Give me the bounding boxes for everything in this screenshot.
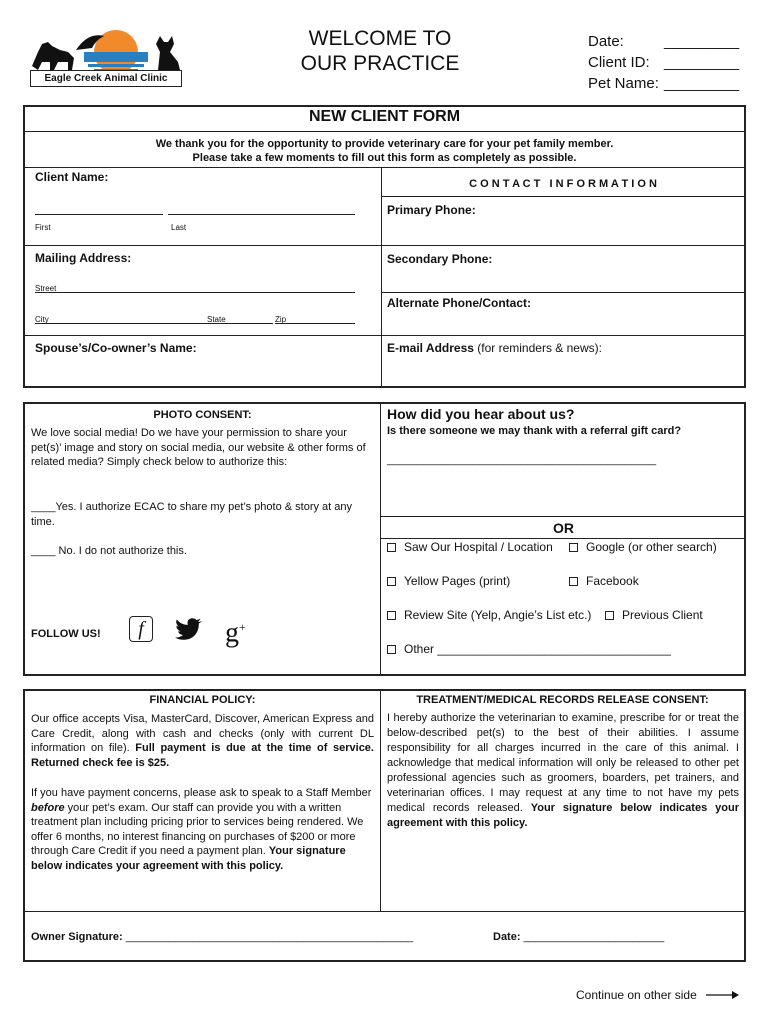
release-consent-title: TREATMENT/MEDICAL RECORDS RELEASE CONSENT: [416,694,709,706]
continue-other-side: Continue on other side [576,988,740,1003]
state-label: State [207,315,226,324]
hear-about-title: How did you hear about us? [387,406,575,422]
or-label: OR [553,520,574,536]
checkbox-icon[interactable] [569,543,578,552]
first-label: First [35,223,51,232]
option-google[interactable]: Google (or other search) [569,540,717,554]
new-client-form [23,105,746,388]
secondary-phone-label: Secondary Phone: [387,252,493,266]
financial-policy-title: FINANCIAL POLICY: [149,694,256,706]
photo-consent-title: PHOTO CONSENT: [153,409,252,421]
first-name-input[interactable] [35,214,163,215]
twitter-icon[interactable] [175,618,203,640]
option-yellow-pages[interactable]: Yellow Pages (print) [387,574,510,588]
option-saw-hospital[interactable]: Saw Our Hospital / Location [387,540,553,554]
checkbox-icon[interactable] [569,577,578,586]
street-label: Street [35,284,57,293]
spouse-input[interactable] [35,359,365,381]
signature-date-field[interactable]: Date: _______________________ [493,931,665,943]
clinic-name: Eagle Creek Animal Clinic [30,70,182,87]
checkbox-icon[interactable] [387,645,396,654]
google-plus-icon[interactable]: g+ [225,617,246,649]
referral-answer-input[interactable]: ____________________________________________ [387,454,657,466]
photo-consent-body: We love social media! Do we have your permission to share your pet(s)’ image and story on social media, our website & other forms of related media? Simply check below to authorize this: [31,427,366,468]
contact-info-header: C O N T A C T I N F O R M A T I O N [469,178,657,190]
alternate-phone-input[interactable] [387,312,732,332]
spouse-label: Spouse’s/Co-owner’s Name: [35,341,197,355]
photo-consent-yes[interactable]: ____Yes. I authorize ECAC to share my pet’s photo & story at any time. [31,501,353,528]
primary-phone-label: Primary Phone: [387,203,476,217]
pet-name-field[interactable]: Pet Name: _________ [588,75,740,92]
follow-us-label: FOLLOW US! [31,628,101,640]
option-review-site[interactable]: Review Site (Yelp, Angie’s List etc.) [387,608,591,622]
zip-input[interactable] [275,323,355,324]
street-input[interactable] [35,292,355,293]
checkbox-icon[interactable] [605,611,614,620]
mailing-address-label: Mailing Address: [35,251,132,265]
checkbox-icon[interactable] [387,577,396,586]
client-name-label: Client Name: [35,170,109,184]
arrow-right-icon [706,989,740,1003]
date-field[interactable]: Date: _________ [588,33,740,50]
referral-question: Is there someone we may thank with a referral gift card? [387,425,682,437]
form-intro-2: Please take a few moments to fill out this form as completely as possible. [192,152,577,164]
welcome-line-1: WELCOME TO [308,27,452,50]
welcome-line-2: OUR PRACTICE [300,52,460,75]
email-label: E-mail Address (for reminders & news): [387,341,602,355]
client-id-field[interactable]: Client ID: _________ [588,54,740,71]
release-consent-body: I hereby authorize the veterinarian to examine, prescribe for or treat the below-described pet(s) to the best of their abilities. I assume responsibility for all charges incurred in the care of this animal. I acknowledge that medical information will only be released to other pet professional agencies such as groomers, boarders, pet trainers, and veterinarian offices. I may request at any time to not have my pets medical records released. Your signature below indicates your agreement with this policy. [387,712,739,829]
photo-consent-no[interactable]: ____ No. I do not authorize this. [31,545,187,557]
header-fields [588,31,739,94]
last-name-input[interactable] [168,214,355,215]
last-label: Last [171,223,187,232]
city-input[interactable] [35,323,207,324]
policy-and-signature [23,689,746,962]
form-title: NEW CLIENT FORM [308,108,461,125]
checkbox-icon[interactable] [387,611,396,620]
alternate-phone-label: Alternate Phone/Contact: [387,296,532,310]
financial-policy-p1: Our office accepts Visa, MasterCard, Discover, American Express and Care Credit, along with cash and checks (only with current DL information on file). Full payment is due at the time of service. Returned check fee is $25. [31,713,374,769]
email-input[interactable] [387,359,732,381]
welcome-title [280,26,480,76]
zip-label: Zip [275,315,287,324]
form-intro-1: We thank you for the opportunity to provide veterinary care for your pet family member. [155,138,614,150]
secondary-phone-input[interactable] [387,269,732,289]
owner-signature-field[interactable]: Owner Signature: _______________________________________________ [31,931,414,943]
checkbox-icon[interactable] [387,543,396,552]
option-other[interactable]: Other ___________________________________ [387,642,671,656]
consent-and-referral [23,402,746,676]
state-input[interactable] [207,323,273,324]
clinic-logo [28,22,188,88]
option-facebook[interactable]: Facebook [569,574,639,588]
primary-phone-input[interactable] [387,219,732,241]
option-previous-client[interactable]: Previous Client [605,608,703,622]
financial-policy-p2: If you have payment concerns, please ask to speak to a Staff Member before your pet’s exam. Our staff can provide you with a written treatment plan including pricing prior to services being rendered. We offer 6 months, no interest financing on purchases of $200 or more through Care Credit if you need a payment plan. Your signature below indicates your agreement with this policy. [31,787,372,872]
facebook-icon[interactable]: f [129,616,153,642]
city-label: City [35,315,49,324]
